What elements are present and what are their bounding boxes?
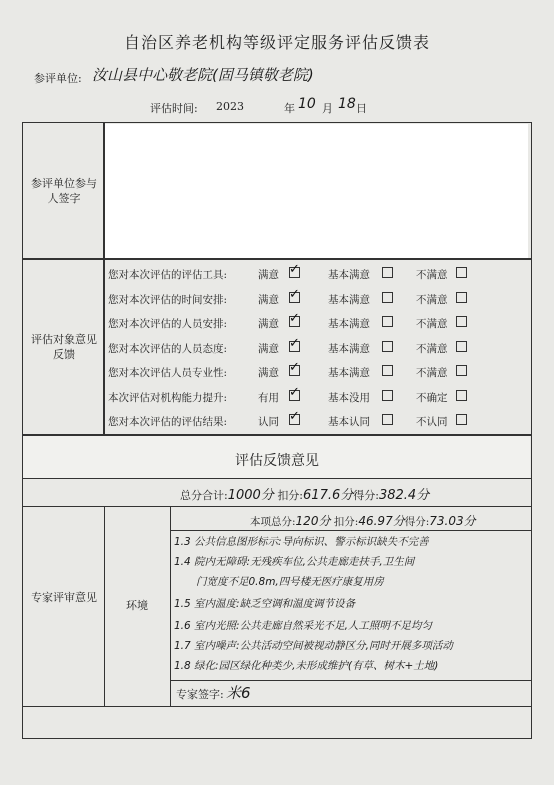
checkbox-box [456, 414, 467, 425]
opinion-checkbox-3[interactable] [456, 414, 467, 427]
opinion-option-2: 基本满意 [328, 318, 370, 330]
expert-label: 专家评审意见 [31, 591, 97, 604]
checkmark-icon: ✓ [289, 409, 300, 424]
unit-label: 参评单位: [34, 72, 82, 85]
checkbox-box [456, 341, 467, 352]
time-day: 18 [338, 96, 356, 112]
time-month-suffix: 月 [322, 102, 333, 115]
opinion-option-2: 基本满意 [328, 269, 370, 281]
opinion-option-3: 不确定 [416, 391, 448, 404]
environment-comment: 1.5 室内温度:缺乏空调和温度调节设备 [174, 598, 356, 610]
opinion-option-1: 满意 [258, 342, 279, 355]
checkbox-box [382, 267, 393, 278]
checkbox-box [456, 292, 467, 303]
opinion-question: 您对本次评估的人员态度: [108, 342, 228, 355]
checkbox-box [382, 341, 393, 352]
checkbox-box [456, 365, 467, 376]
time-month: 10 [298, 96, 316, 112]
opinion-option-1: 满意 [258, 318, 279, 330]
checkbox-box [382, 365, 393, 376]
opinion-checkbox-3[interactable] [456, 316, 467, 329]
opinion-checkbox-1[interactable] [289, 286, 300, 305]
opinion-checkbox-1[interactable] [289, 262, 300, 280]
environment-comment: 门宽度不足0.8m,四号楼无医疗康复用房 [196, 576, 384, 588]
feedback-title: 评估反馈意见 [235, 453, 319, 469]
opinion-option-3: 不满意 [416, 342, 448, 355]
opinion-option-3: 不满意 [416, 318, 448, 330]
opinion-option-2: 基本满意 [328, 342, 370, 355]
opinion-question: 您对本次评估人员专业性: [108, 367, 228, 379]
checkbox-box [289, 384, 300, 401]
time-year-suffix: 年 [284, 102, 295, 115]
opinion-checkbox-2[interactable] [382, 414, 393, 427]
checkbox-box [289, 286, 300, 303]
total-value: 1000分 [227, 488, 274, 503]
opinion-checkbox-3[interactable] [456, 341, 467, 354]
checkbox-box [456, 316, 467, 327]
deduct-value: 617.6分 [303, 488, 354, 503]
opinion-option-3: 不满意 [416, 367, 448, 379]
opinion-option-1: 认同 [258, 416, 279, 428]
checkbox-box [382, 390, 393, 401]
opinion-checkbox-2[interactable] [382, 365, 393, 378]
opinion-option-3: 不满意 [416, 269, 448, 281]
opinion-checkbox-1[interactable] [289, 384, 300, 403]
opinion-option-3: 不满意 [416, 293, 448, 306]
opinion-checkbox-1[interactable] [289, 311, 300, 329]
checkbox-box [289, 335, 300, 352]
checkmark-icon: ✓ [289, 384, 300, 400]
checkbox-box [456, 390, 467, 401]
checkbox-box [456, 267, 467, 278]
checkmark-icon: ✓ [289, 311, 300, 326]
time-year: 2023 [216, 100, 244, 113]
item-score-label: 得分: [404, 516, 430, 528]
opinion-checkbox-2[interactable] [382, 316, 393, 329]
totals-row [180, 484, 429, 503]
opinion-checkbox-3[interactable] [456, 267, 467, 280]
environment-comment: 1.6 室内光照:公共走廊自然采光不足,人工照明不足均匀 [174, 620, 432, 632]
item-total-value: 120分 [295, 514, 331, 528]
opinion-checkbox-2[interactable] [382, 341, 393, 354]
checkbox-box [382, 316, 393, 327]
opinion-checkbox-2[interactable] [382, 292, 393, 305]
checkbox-box [382, 292, 393, 303]
opinion-option-2: 基本满意 [328, 293, 370, 306]
opinion-checkbox-3[interactable] [456, 365, 467, 378]
opinion-label: 评估对象意见反馈 [31, 333, 97, 361]
opinion-option-1: 满意 [258, 269, 279, 281]
opinion-question: 您对本次评估的人员安排: [108, 318, 228, 330]
environment-comment: 1.8 绿化:园区绿化种类少,未形成维护(有草、树木+土地) [174, 660, 439, 672]
item-score-value: 73.03分 [429, 514, 476, 528]
opinion-question: 您对本次评估的评估工具: [108, 269, 228, 281]
opinion-question: 您对本次评估的评估结果: [108, 416, 228, 428]
time-day-suffix: 日 [356, 102, 367, 115]
category-label: 环境 [126, 599, 148, 612]
opinion-option-2: 基本认同 [328, 416, 370, 428]
opinion-option-2: 基本没用 [328, 391, 370, 404]
item-score-row [250, 512, 476, 529]
opinion-option-2: 基本满意 [328, 367, 370, 379]
time-label: 评估时间: [150, 102, 198, 115]
total-label: 总分合计: [180, 489, 228, 502]
opinion-checkbox-1[interactable] [289, 409, 300, 427]
checkmark-icon: ✓ [289, 360, 300, 375]
checkmark-icon: ✓ [289, 286, 300, 302]
opinion-option-1: 有用 [258, 391, 279, 404]
item-deduct-value: 46.97分 [358, 514, 405, 528]
opinion-checkbox-1[interactable] [289, 360, 300, 378]
item-total-label: 本项总分: [250, 516, 296, 528]
opinion-question: 本次评估对机构能力提升: [108, 391, 228, 404]
opinion-checkbox-3[interactable] [456, 390, 467, 403]
environment-comment: 1.7 室内噪声:公共活动空间被视动静区分,同时开展多项活动 [174, 640, 453, 652]
opinion-question: 您对本次评估的时间安排: [108, 293, 228, 306]
checkbox-box [289, 262, 300, 278]
page-title: 自治区养老机构等级评定服务评估反馈表 [123, 33, 430, 52]
checkbox-box [382, 414, 393, 425]
expert-signature: 米6 [226, 684, 251, 702]
signature-label: 专家签字: [176, 688, 224, 701]
deduct-label: 扣分: [277, 489, 304, 502]
opinion-option-1: 满意 [258, 293, 279, 306]
participants-label: 参评单位参与人签字 [31, 177, 97, 205]
item-deduct-label: 扣分: [333, 516, 359, 528]
checkmark-icon: ✓ [289, 262, 300, 277]
checkbox-box [289, 311, 300, 327]
opinion-checkbox-3[interactable] [456, 292, 467, 305]
checkmark-icon: ✓ [289, 335, 300, 351]
checkbox-box [289, 360, 300, 376]
opinion-checkbox-2[interactable] [382, 390, 393, 403]
opinion-checkbox-2[interactable] [382, 267, 393, 280]
checkbox-box [289, 409, 300, 425]
signature-area-blank [104, 124, 528, 258]
unit-value: 汝山县中心敬老院(固马镇敬老院) [92, 66, 314, 84]
environment-comment: 1.4 院内无障碍:无残疾车位,公共走廊走扶手,卫生间 [174, 556, 415, 568]
score-label: 得分: [353, 489, 379, 502]
score-value: 382.4分 [378, 488, 430, 503]
opinion-checkbox-1[interactable] [289, 335, 300, 354]
opinion-option-3: 不认同 [416, 416, 448, 428]
environment-comment: 1.3 公共信息图形标示:导向标识、警示标识缺失不完善 [174, 536, 429, 548]
opinion-option-1: 满意 [258, 367, 279, 379]
